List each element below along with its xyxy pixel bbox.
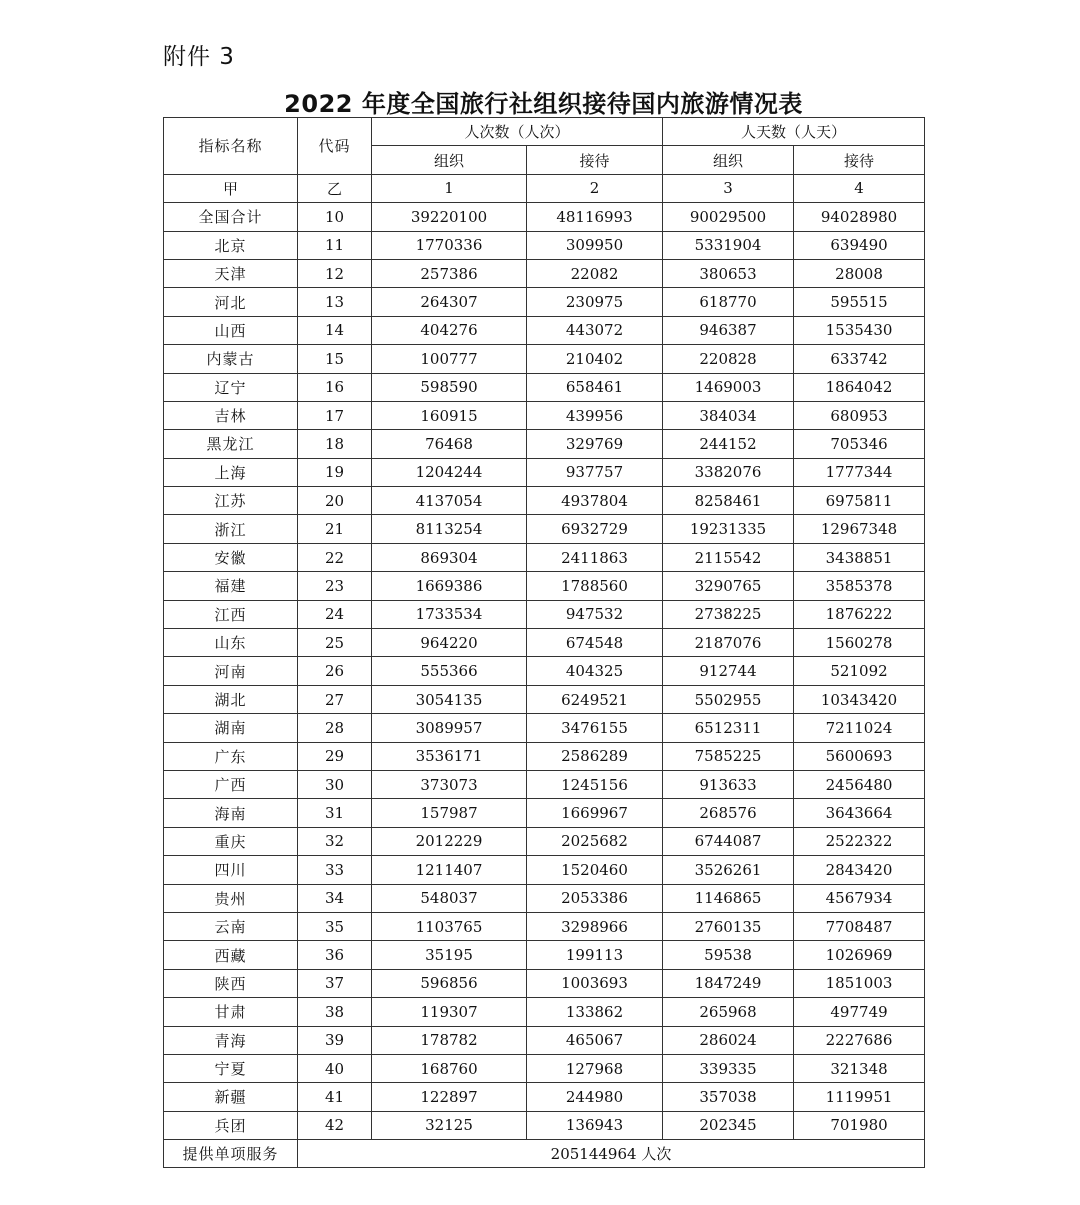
region-name-cell: 广东 [164,742,298,770]
region-code-cell: 10 [298,203,372,231]
region-code-cell: 29 [298,742,372,770]
person-days-organize-cell: 220828 [663,345,794,373]
header-indicator: 指标名称 [164,118,298,175]
tourism-statistics-table [163,117,925,1168]
region-name-cell: 重庆 [164,827,298,855]
person-days-receive-cell: 595515 [794,288,925,316]
person-times-organize-cell: 598590 [372,373,527,401]
region-code-cell: 21 [298,515,372,543]
region-code-cell: 39 [298,1026,372,1054]
region-name-cell: 陕西 [164,969,298,997]
table-row [164,685,925,713]
region-code-cell: 18 [298,430,372,458]
person-times-receive-cell: 244980 [527,1083,663,1111]
person-days-organize-cell: 3290765 [663,572,794,600]
person-times-receive-cell: 1520460 [527,856,663,884]
region-code-cell: 13 [298,288,372,316]
table-body [164,118,925,1168]
person-days-organize-cell: 2738225 [663,600,794,628]
person-times-organize-cell: 32125 [372,1111,527,1139]
header-receive: 接待 [527,146,663,174]
region-name-cell: 辽宁 [164,373,298,401]
header-index-row [164,174,925,202]
person-days-organize-cell: 90029500 [663,203,794,231]
region-name-cell: 福建 [164,572,298,600]
person-times-organize-cell: 119307 [372,998,527,1026]
region-code-cell: 42 [298,1111,372,1139]
person-days-organize-cell: 59538 [663,941,794,969]
person-times-receive-cell: 2586289 [527,742,663,770]
person-times-receive-cell: 465067 [527,1026,663,1054]
table-row [164,714,925,742]
table-row [164,827,925,855]
person-days-organize-cell: 1469003 [663,373,794,401]
person-days-receive-cell: 639490 [794,231,925,259]
region-code-cell: 34 [298,884,372,912]
person-times-receive-cell: 230975 [527,288,663,316]
index-cell: 甲 [164,174,298,202]
person-times-organize-cell: 1770336 [372,231,527,259]
person-days-organize-cell: 6512311 [663,714,794,742]
person-times-organize-cell: 3054135 [372,685,527,713]
table-row [164,572,925,600]
person-times-receive-cell: 439956 [527,401,663,429]
table-row [164,1026,925,1054]
person-days-receive-cell: 94028980 [794,203,925,231]
region-name-cell: 广西 [164,770,298,798]
person-days-receive-cell: 7708487 [794,912,925,940]
person-times-organize-cell: 4137054 [372,487,527,515]
region-code-cell: 30 [298,770,372,798]
region-code-cell: 35 [298,912,372,940]
region-code-cell: 25 [298,629,372,657]
person-times-organize-cell: 76468 [372,430,527,458]
person-times-organize-cell: 1211407 [372,856,527,884]
person-times-organize-cell: 555366 [372,657,527,685]
person-times-receive-cell: 6932729 [527,515,663,543]
header-organize: 组织 [663,146,794,174]
region-code-cell: 26 [298,657,372,685]
header-organize: 组织 [372,146,527,174]
person-times-organize-cell: 964220 [372,629,527,657]
index-cell: 1 [372,174,527,202]
person-days-organize-cell: 5502955 [663,685,794,713]
attachment-label: 附件 3 [163,44,235,70]
person-days-receive-cell: 2227686 [794,1026,925,1054]
table-row [164,487,925,515]
region-name-cell: 内蒙古 [164,345,298,373]
region-code-cell: 22 [298,543,372,571]
region-code-cell: 31 [298,799,372,827]
index-cell: 4 [794,174,925,202]
table-row [164,543,925,571]
region-code-cell: 12 [298,259,372,287]
index-cell: 乙 [298,174,372,202]
person-days-receive-cell: 1535430 [794,316,925,344]
table-row [164,969,925,997]
person-times-organize-cell: 404276 [372,316,527,344]
person-days-receive-cell: 1119951 [794,1083,925,1111]
table-row [164,1111,925,1139]
region-code-cell: 27 [298,685,372,713]
table-row [164,629,925,657]
region-name-cell: 山西 [164,316,298,344]
region-name-cell: 安徽 [164,543,298,571]
person-times-receive-cell: 48116993 [527,203,663,231]
person-days-organize-cell: 1847249 [663,969,794,997]
person-days-receive-cell: 1777344 [794,458,925,486]
region-name-cell: 北京 [164,231,298,259]
person-days-receive-cell: 3438851 [794,543,925,571]
region-name-cell: 甘肃 [164,998,298,1026]
person-days-receive-cell: 2522322 [794,827,925,855]
person-times-receive-cell: 309950 [527,231,663,259]
person-times-organize-cell: 1733534 [372,600,527,628]
region-name-cell: 全国合计 [164,203,298,231]
footer-value: 205144964 人次 [298,1140,925,1168]
region-name-cell: 河南 [164,657,298,685]
person-times-organize-cell: 8113254 [372,515,527,543]
footer-row [164,1140,925,1168]
person-days-organize-cell: 3526261 [663,856,794,884]
person-days-receive-cell: 12967348 [794,515,925,543]
person-times-receive-cell: 658461 [527,373,663,401]
person-days-organize-cell: 6744087 [663,827,794,855]
person-days-receive-cell: 1876222 [794,600,925,628]
person-times-organize-cell: 2012229 [372,827,527,855]
person-times-receive-cell: 1788560 [527,572,663,600]
person-times-receive-cell: 22082 [527,259,663,287]
footer-label: 提供单项服务 [164,1140,298,1168]
person-days-organize-cell: 380653 [663,259,794,287]
person-days-organize-cell: 7585225 [663,742,794,770]
person-times-receive-cell: 2025682 [527,827,663,855]
person-days-receive-cell: 321348 [794,1054,925,1082]
header-receive: 接待 [794,146,925,174]
person-times-organize-cell: 122897 [372,1083,527,1111]
person-times-organize-cell: 160915 [372,401,527,429]
region-code-cell: 15 [298,345,372,373]
table-row [164,458,925,486]
table-row [164,288,925,316]
region-code-cell: 23 [298,572,372,600]
header-row-1 [164,118,925,146]
person-days-receive-cell: 10343420 [794,685,925,713]
person-days-organize-cell: 202345 [663,1111,794,1139]
region-code-cell: 16 [298,373,372,401]
region-code-cell: 41 [298,1083,372,1111]
person-times-organize-cell: 168760 [372,1054,527,1082]
page-title: 2022 年度全国旅行社组织接待国内旅游情况表 [284,90,803,118]
person-times-organize-cell: 39220100 [372,203,527,231]
region-name-cell: 湖北 [164,685,298,713]
person-times-receive-cell: 133862 [527,998,663,1026]
header-code: 代码 [298,118,372,175]
region-name-cell: 天津 [164,259,298,287]
person-days-organize-cell: 268576 [663,799,794,827]
person-days-organize-cell: 19231335 [663,515,794,543]
person-times-receive-cell: 127968 [527,1054,663,1082]
person-days-receive-cell: 28008 [794,259,925,287]
region-name-cell: 江苏 [164,487,298,515]
person-times-organize-cell: 1669386 [372,572,527,600]
person-days-organize-cell: 5331904 [663,231,794,259]
person-times-organize-cell: 100777 [372,345,527,373]
region-code-cell: 36 [298,941,372,969]
region-code-cell: 14 [298,316,372,344]
person-days-receive-cell: 2456480 [794,770,925,798]
person-days-receive-cell: 2843420 [794,856,925,884]
table-row [164,373,925,401]
region-name-cell: 黑龙江 [164,430,298,458]
person-times-organize-cell: 264307 [372,288,527,316]
person-days-receive-cell: 633742 [794,345,925,373]
person-days-receive-cell: 1864042 [794,373,925,401]
table-row [164,401,925,429]
table-row [164,515,925,543]
region-name-cell: 上海 [164,458,298,486]
person-days-receive-cell: 4567934 [794,884,925,912]
region-name-cell: 贵州 [164,884,298,912]
person-times-organize-cell: 157987 [372,799,527,827]
person-times-receive-cell: 4937804 [527,487,663,515]
person-days-organize-cell: 2115542 [663,543,794,571]
person-times-receive-cell: 2411863 [527,543,663,571]
table-row [164,430,925,458]
table-row [164,998,925,1026]
person-times-organize-cell: 1204244 [372,458,527,486]
person-times-organize-cell: 257386 [372,259,527,287]
person-days-receive-cell: 705346 [794,430,925,458]
table-row [164,345,925,373]
person-days-organize-cell: 265968 [663,998,794,1026]
person-times-receive-cell: 3298966 [527,912,663,940]
person-days-organize-cell: 2187076 [663,629,794,657]
region-code-cell: 32 [298,827,372,855]
region-name-cell: 青海 [164,1026,298,1054]
person-times-organize-cell: 373073 [372,770,527,798]
person-days-organize-cell: 618770 [663,288,794,316]
table-row [164,912,925,940]
person-times-organize-cell: 3536171 [372,742,527,770]
person-days-organize-cell: 286024 [663,1026,794,1054]
table-row [164,259,925,287]
person-days-receive-cell: 1026969 [794,941,925,969]
person-times-receive-cell: 947532 [527,600,663,628]
region-name-cell: 云南 [164,912,298,940]
person-days-organize-cell: 357038 [663,1083,794,1111]
table-row [164,657,925,685]
person-times-receive-cell: 6249521 [527,685,663,713]
person-days-organize-cell: 1146865 [663,884,794,912]
person-days-receive-cell: 701980 [794,1111,925,1139]
person-times-receive-cell: 136943 [527,1111,663,1139]
person-times-receive-cell: 3476155 [527,714,663,742]
person-days-organize-cell: 8258461 [663,487,794,515]
region-code-cell: 28 [298,714,372,742]
person-times-receive-cell: 674548 [527,629,663,657]
table-row [164,799,925,827]
person-days-receive-cell: 1851003 [794,969,925,997]
person-times-receive-cell: 329769 [527,430,663,458]
person-times-organize-cell: 178782 [372,1026,527,1054]
index-cell: 2 [527,174,663,202]
person-times-receive-cell: 1245156 [527,770,663,798]
table-row [164,770,925,798]
region-name-cell: 宁夏 [164,1054,298,1082]
person-days-organize-cell: 912744 [663,657,794,685]
region-code-cell: 33 [298,856,372,884]
table-row [164,1054,925,1082]
person-times-receive-cell: 199113 [527,941,663,969]
region-name-cell: 湖南 [164,714,298,742]
person-times-organize-cell: 869304 [372,543,527,571]
person-days-receive-cell: 680953 [794,401,925,429]
person-days-receive-cell: 5600693 [794,742,925,770]
person-times-receive-cell: 1669967 [527,799,663,827]
region-name-cell: 四川 [164,856,298,884]
table-row [164,203,925,231]
region-name-cell: 西藏 [164,941,298,969]
person-days-organize-cell: 3382076 [663,458,794,486]
person-days-organize-cell: 384034 [663,401,794,429]
region-name-cell: 山东 [164,629,298,657]
person-times-receive-cell: 404325 [527,657,663,685]
index-cell: 3 [663,174,794,202]
table-row [164,742,925,770]
header-person-days: 人天数（人天） [663,118,925,146]
header-person-times: 人次数（人次） [372,118,663,146]
person-times-organize-cell: 35195 [372,941,527,969]
person-days-organize-cell: 946387 [663,316,794,344]
region-name-cell: 新疆 [164,1083,298,1111]
person-days-organize-cell: 913633 [663,770,794,798]
table-row [164,316,925,344]
person-times-organize-cell: 596856 [372,969,527,997]
region-code-cell: 40 [298,1054,372,1082]
table-row [164,231,925,259]
region-name-cell: 兵团 [164,1111,298,1139]
region-code-cell: 24 [298,600,372,628]
person-days-receive-cell: 3585378 [794,572,925,600]
region-name-cell: 海南 [164,799,298,827]
person-times-receive-cell: 937757 [527,458,663,486]
person-days-receive-cell: 3643664 [794,799,925,827]
region-code-cell: 17 [298,401,372,429]
person-times-receive-cell: 443072 [527,316,663,344]
person-times-receive-cell: 2053386 [527,884,663,912]
person-times-receive-cell: 210402 [527,345,663,373]
table-row [164,884,925,912]
person-times-organize-cell: 3089957 [372,714,527,742]
person-days-organize-cell: 2760135 [663,912,794,940]
region-name-cell: 吉林 [164,401,298,429]
table-row [164,941,925,969]
region-name-cell: 浙江 [164,515,298,543]
person-days-organize-cell: 339335 [663,1054,794,1082]
person-days-receive-cell: 6975811 [794,487,925,515]
person-days-receive-cell: 1560278 [794,629,925,657]
region-name-cell: 江西 [164,600,298,628]
table-row [164,856,925,884]
person-days-receive-cell: 7211024 [794,714,925,742]
region-code-cell: 19 [298,458,372,486]
region-name-cell: 河北 [164,288,298,316]
person-days-receive-cell: 497749 [794,998,925,1026]
region-code-cell: 20 [298,487,372,515]
person-times-receive-cell: 1003693 [527,969,663,997]
person-times-organize-cell: 1103765 [372,912,527,940]
person-times-organize-cell: 548037 [372,884,527,912]
region-code-cell: 37 [298,969,372,997]
table-row [164,600,925,628]
region-code-cell: 11 [298,231,372,259]
table-row [164,1083,925,1111]
person-days-organize-cell: 244152 [663,430,794,458]
person-days-receive-cell: 521092 [794,657,925,685]
region-code-cell: 38 [298,998,372,1026]
